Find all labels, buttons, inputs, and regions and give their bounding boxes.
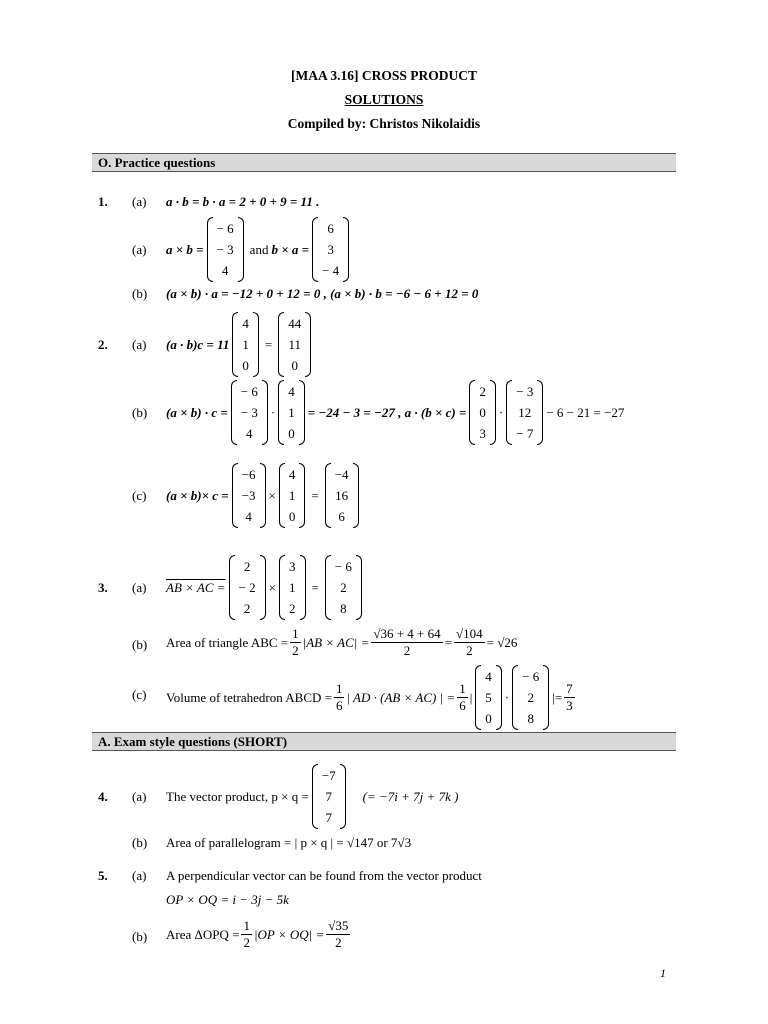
- matrix-entry: −6: [241, 467, 256, 482]
- vector-matrix: [278, 380, 305, 445]
- matrix-entry: 16: [335, 488, 349, 503]
- eq-text: (= −7i + 7j + 7k ): [362, 788, 459, 804]
- vector-matrix: [325, 555, 362, 620]
- matrix-entry: 0: [485, 711, 492, 726]
- eq-text: ×: [268, 579, 276, 595]
- part-label: (a): [132, 789, 147, 804]
- fraction: [326, 918, 350, 951]
- matrix-entry: 1: [289, 580, 296, 595]
- matrix-entry: 12: [518, 405, 532, 420]
- eq-text: = √26: [486, 634, 518, 650]
- matrix-entry: 4: [246, 426, 253, 441]
- vector-matrix: [229, 555, 266, 620]
- matrix-entry: − 3: [240, 405, 258, 420]
- denominator: 6: [459, 698, 466, 713]
- equation: [166, 626, 517, 659]
- section-title-practice: O. Practice questions: [98, 155, 216, 170]
- denominator: 2: [403, 643, 411, 658]
- fraction: [371, 626, 442, 659]
- matrix-entry: 3: [289, 559, 296, 574]
- eq-text: ·: [504, 689, 510, 705]
- equation: [166, 555, 365, 620]
- matrix-entry: 6: [327, 221, 334, 236]
- matrix-entry: 4: [485, 669, 492, 684]
- matrix-entry: 11: [288, 337, 301, 352]
- equation: Volume of tetrahedron ABCD = $\frac{1}{6}$ | AD · (AB × AC) | = $\frac{1}{6}$ | 4 5 0 · − 6 2 8 |= $\frac{7}{3}$: [166, 665, 577, 730]
- matrix-entry: − 2: [238, 580, 256, 595]
- question-number: 1.: [98, 194, 108, 209]
- equation-cross-products: [166, 217, 352, 282]
- denominator: 6: [335, 698, 343, 713]
- eq-text: ×: [268, 487, 276, 503]
- vector-matrix: [512, 665, 549, 730]
- equation: a · b = b · a = 2 + 0 + 9 = 11 .: [166, 194, 320, 209]
- denominator: 2: [243, 935, 250, 950]
- part-label: (a): [132, 194, 147, 209]
- matrix-entry: 4: [245, 509, 252, 524]
- matrix-entry: 3: [479, 426, 486, 441]
- vector-matrix: [469, 380, 496, 445]
- matrix-entry: 2: [243, 559, 251, 574]
- part-label: (a): [132, 868, 147, 883]
- vector-matrix: [231, 380, 268, 445]
- question-number: 2.: [98, 337, 108, 352]
- equation: [166, 312, 314, 377]
- matrix-entry: −7: [321, 768, 336, 783]
- matrix-entry: − 6: [240, 384, 258, 399]
- document-title: [MAA 3.16] CROSS PRODUCT: [290, 68, 477, 83]
- eq-text: =: [444, 634, 452, 650]
- part-label: (b): [132, 286, 148, 301]
- matrix-entry: 0: [479, 405, 486, 420]
- matrix-entry: −3: [241, 488, 256, 503]
- denominator: 2: [466, 643, 473, 658]
- matrix-entry: 44: [288, 316, 302, 331]
- matrix-entry: 0: [288, 509, 296, 524]
- denominator: 2: [292, 643, 299, 658]
- vector-matrix: [278, 312, 311, 377]
- eq-text: ·: [270, 404, 276, 420]
- eq-text: |OP × OQ| =: [253, 926, 325, 942]
- matrix-entry: 4: [221, 263, 229, 278]
- subtitle-text: SOLUTIONS: [344, 92, 424, 107]
- matrix-entry: 7: [325, 810, 332, 825]
- fraction: [457, 681, 468, 714]
- matrix-entry: 8: [340, 601, 347, 616]
- part-label: (c): [132, 687, 147, 702]
- eq-text: Volume of tetrahedron ABCD =: [166, 689, 332, 705]
- matrix-entry: 7: [325, 789, 332, 804]
- fraction: [454, 626, 485, 659]
- numerator: 1: [292, 626, 299, 641]
- numerator: √104: [456, 626, 483, 641]
- numerator: 1: [459, 681, 466, 696]
- fraction: [241, 918, 252, 951]
- section-bar-practice: [92, 153, 676, 172]
- matrix-entry: − 3: [216, 242, 234, 257]
- vector-matrix: [506, 380, 543, 445]
- compiled-by: Compiled by: Christos Nikolaidis: [287, 116, 481, 131]
- eq-text: =: [311, 487, 319, 503]
- eq-text: = −24 − 3 = −27 , a · (b × c) =: [307, 404, 467, 420]
- matrix-entry: − 6: [522, 669, 540, 684]
- part-label: (a): [132, 337, 147, 352]
- eq-text: ·: [498, 404, 504, 420]
- matrix-entry: − 3: [516, 384, 534, 399]
- matrix-entry: 2: [479, 384, 486, 399]
- part-label: (b): [132, 929, 148, 944]
- vector-matrix: [475, 665, 502, 730]
- numerator: 1: [243, 918, 250, 933]
- vector-matrix: [232, 463, 266, 528]
- vector-matrix: [325, 463, 359, 528]
- matrix-entry: 3: [327, 242, 334, 257]
- matrix-entry: 5: [485, 690, 492, 705]
- matrix-entry: − 6: [334, 559, 352, 574]
- eq-text: Area ΔOPQ =: [166, 926, 240, 942]
- matrix-entry: 1: [242, 337, 249, 352]
- part-label: (b): [132, 835, 148, 850]
- matrix-entry: 8: [527, 711, 534, 726]
- eq-text: |AB × AC| =: [302, 634, 370, 650]
- page-number: 1: [660, 966, 666, 980]
- matrix-entry: 4: [288, 384, 295, 399]
- question-number: 5.: [98, 868, 108, 883]
- equation: OP × OQ = i − 3j − 5k: [166, 892, 289, 907]
- numerator: 1: [335, 681, 343, 696]
- part-label: (a): [132, 242, 147, 257]
- eq-text: b × a =: [271, 241, 310, 257]
- document-subtitle: [0, 92, 768, 108]
- eq-text: Area of triangle ABC =: [166, 634, 289, 650]
- equation: Area of parallelogram = | p × q | = √147 or 7√3: [166, 835, 412, 850]
- question-number: 3.: [98, 580, 108, 595]
- vector-matrix: [232, 312, 259, 377]
- question-number: 4.: [98, 789, 108, 804]
- eq-text: AB × AC =: [166, 579, 226, 595]
- eq-text: The vector product, p × q =: [166, 788, 309, 804]
- matrix-entry: 2: [243, 601, 251, 616]
- matrix-entry: − 4: [322, 263, 340, 278]
- numerator: √35: [328, 918, 349, 933]
- matrix-entry: 2: [289, 601, 296, 616]
- eq-text: | AD · (AB × AC) | =: [346, 689, 456, 705]
- equation: (a × b) · a = −12 + 0 + 12 = 0 , (a × b) · b = −6 − 6 + 12 = 0: [166, 286, 479, 301]
- section-title-exam-short: A. Exam style questions (SHORT): [98, 734, 288, 749]
- eq-text: =: [311, 579, 319, 595]
- matrix-entry: − 6: [216, 221, 234, 236]
- eq-text: and: [249, 241, 269, 257]
- vector-matrix: [207, 217, 244, 282]
- eq-text: − 6 − 21 = −27: [546, 404, 625, 420]
- equation: A perpendicular vector can be found from the vector product: [166, 868, 482, 883]
- equation: [166, 764, 461, 829]
- equation: [166, 380, 624, 445]
- matrix-entry: 4: [288, 467, 296, 482]
- part-label: (b): [132, 637, 148, 652]
- matrix-entry: 0: [291, 358, 298, 373]
- fraction: [564, 681, 575, 714]
- eq-text: (a · b)c = 11: [166, 336, 230, 352]
- equation: [166, 918, 352, 951]
- vector-matrix: [312, 764, 346, 829]
- matrix-entry: 4: [242, 316, 249, 331]
- eq-text: a × b =: [166, 241, 204, 257]
- matrix-entry: 2: [527, 690, 534, 705]
- matrix-entry: −4: [334, 467, 349, 482]
- part-label: (a): [132, 580, 147, 595]
- matrix-entry: 1: [288, 405, 295, 420]
- fraction: [334, 681, 345, 714]
- matrix-entry: 1: [288, 488, 296, 503]
- vector-matrix: [279, 555, 306, 620]
- matrix-entry: 0: [288, 426, 295, 441]
- denominator: 2: [335, 935, 342, 950]
- eq-text: (a × b) · c =: [166, 404, 228, 420]
- matrix-entry: − 7: [516, 426, 534, 441]
- matrix-entry: 0: [242, 358, 249, 373]
- matrix-entry: 2: [340, 580, 347, 595]
- numerator: √36 + 4 + 64: [373, 626, 441, 641]
- numerator: 7: [566, 681, 573, 696]
- eq-text: =: [264, 336, 273, 352]
- fraction: [290, 626, 301, 659]
- eq-text: |=: [552, 689, 563, 705]
- section-bar-exam-short: [92, 732, 676, 751]
- vector-matrix: [312, 217, 349, 282]
- part-label: (b): [132, 405, 148, 420]
- eq-text: (a × b)× c =: [166, 487, 229, 503]
- denominator: 3: [566, 698, 573, 713]
- matrix-entry: 6: [338, 509, 345, 524]
- equation: [166, 463, 362, 528]
- vector-matrix: [279, 463, 306, 528]
- part-label: (c): [132, 488, 147, 503]
